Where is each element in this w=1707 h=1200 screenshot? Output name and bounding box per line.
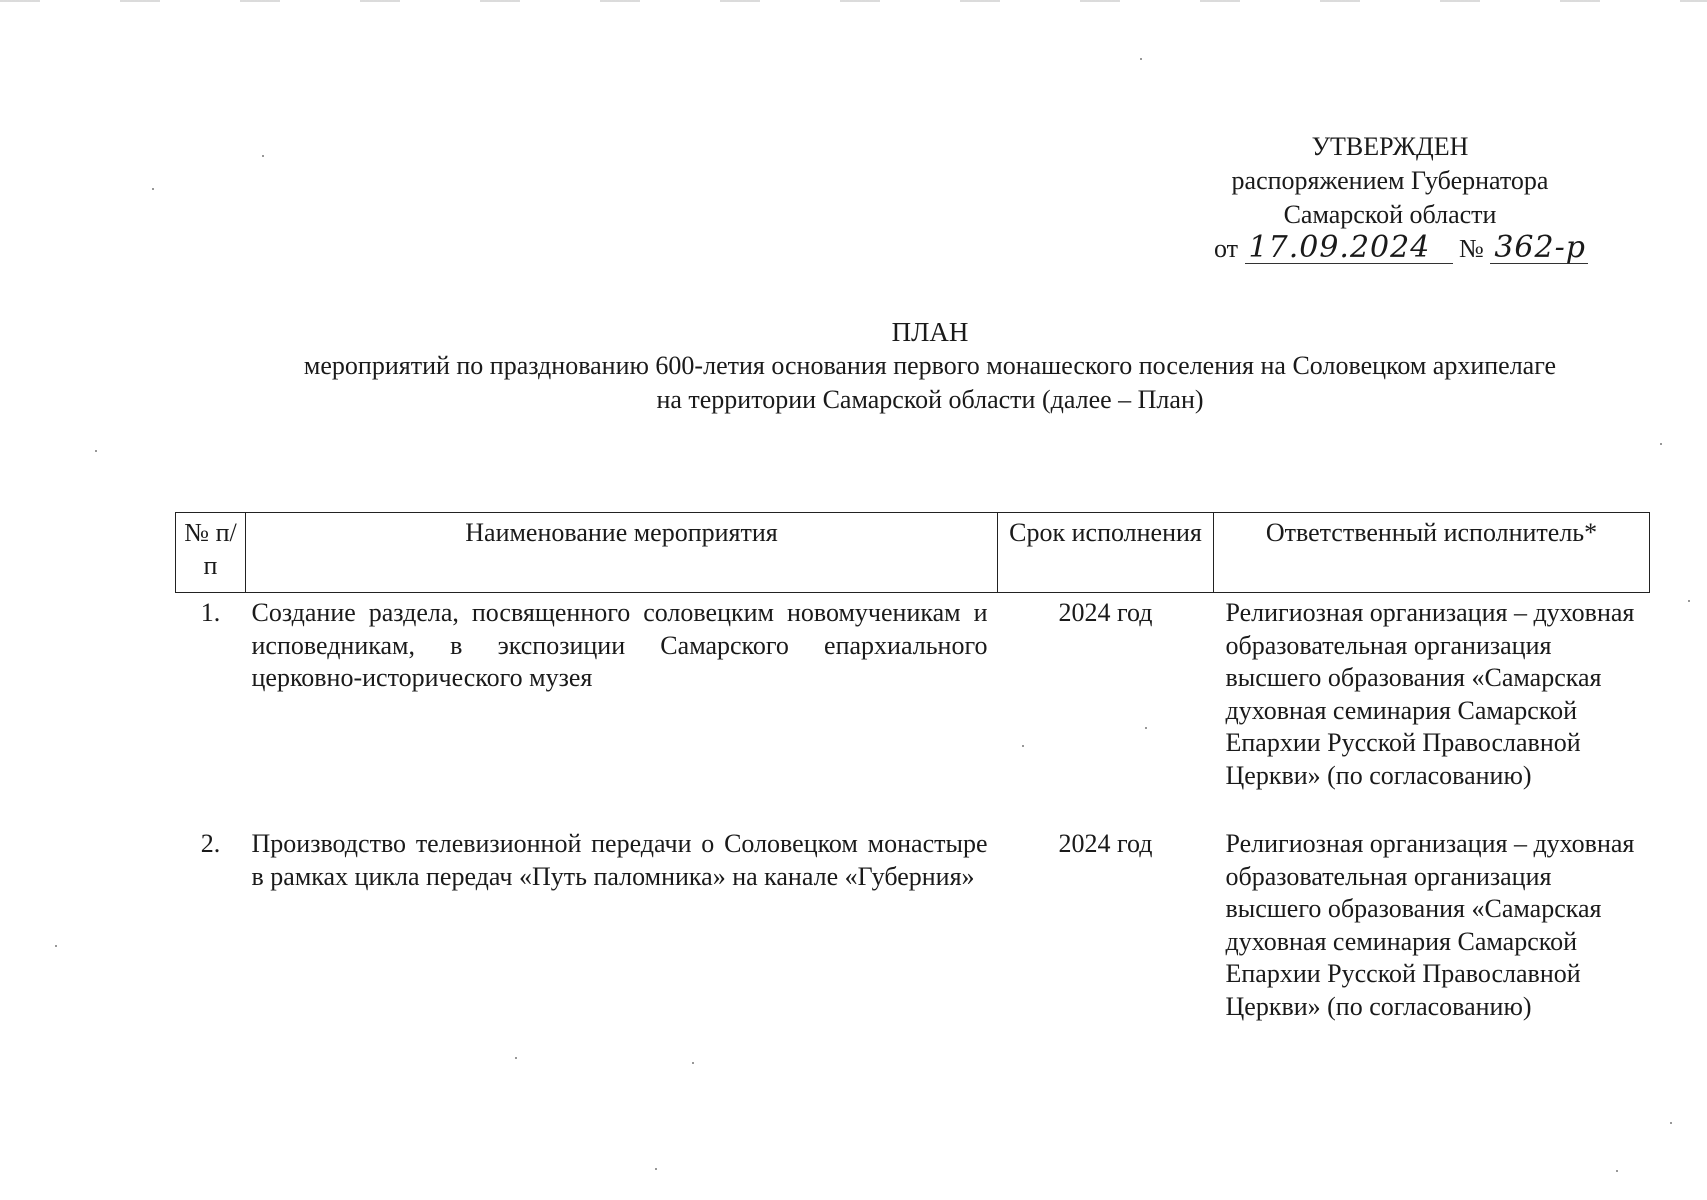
header-term: Срок исполнения: [998, 513, 1214, 593]
scan-speck: [655, 1168, 657, 1170]
scan-speck: [95, 450, 97, 452]
handwritten-number: 362-р: [1490, 233, 1588, 264]
plan-table-wrapper: [175, 512, 1649, 1059]
plan-subtitle-line-2: на территории Самарской области (далее – План): [656, 385, 1204, 414]
scan-speck: [1660, 443, 1662, 445]
scan-speck: [152, 188, 154, 190]
table-row: [176, 828, 1650, 1059]
header-name: Наименование мероприятия: [246, 513, 998, 593]
approval-stamp: [1190, 130, 1590, 266]
approval-line-2: Самарской области: [1283, 200, 1497, 229]
row-name: Производство телевизионной передачи о Соловецком монастыре в рамках цикла передач «Путь паломника» на канале «Губерния»: [251, 829, 988, 891]
plan-table: [175, 512, 1650, 1059]
row-responsible: Религиозная организация – духовная образовательная организация высшего образования «Самарская духовная семинария Самарской Епархии Русской Православной Церкви» (по согласованию): [1225, 598, 1635, 790]
scan-speck: [1140, 58, 1142, 60]
scan-speck: [262, 155, 264, 157]
row-name: Создание раздела, посвященного соловецким новомученикам и исповедникам, в экспозиции Самарского епархиального церковно-исторического музея: [251, 598, 988, 692]
scan-speck: [1688, 600, 1690, 602]
plan-subtitle-line-1: мероприятий по празднованию 600-летия основания первого монашеского поселения на Соловецком архипелаге: [303, 351, 1557, 380]
row-num: 1.: [200, 598, 221, 627]
table-row: [176, 593, 1650, 829]
scan-speck: [1616, 1170, 1618, 1172]
handwritten-date: 17.09.2024: [1245, 233, 1453, 264]
table-header-row: [176, 513, 1650, 593]
approval-date-row: [1214, 232, 1590, 266]
scan-speck: [55, 945, 57, 947]
row-num: 2.: [200, 829, 221, 858]
row-term: 2024 год: [1058, 829, 1153, 858]
row-responsible: Религиозная организация – духовная образовательная организация высшего образования «Самарская духовная семинария Самарской Епархии Русской Православной Церкви» (по согласованию): [1225, 829, 1635, 1021]
scan-speck: [1022, 745, 1024, 747]
number-prefix: №: [1459, 234, 1484, 263]
approval-line-1: распоряжением Губернатора: [1231, 166, 1549, 195]
plan-heading: ПЛАН: [891, 317, 969, 347]
scan-speck: [1670, 1122, 1672, 1124]
scan-edge-artifact: [0, 0, 1707, 2]
date-prefix: от: [1214, 234, 1239, 263]
scan-speck: [692, 1062, 694, 1064]
row-term: 2024 год: [1058, 598, 1153, 627]
plan-title: [180, 315, 1680, 417]
header-responsible: Ответственный исполнитель*: [1214, 513, 1650, 593]
header-num: № п/п: [176, 513, 246, 593]
approval-heading: УТВЕРЖДЕН: [1311, 132, 1469, 161]
scan-speck: [1145, 727, 1147, 729]
scan-speck: [515, 1057, 517, 1059]
